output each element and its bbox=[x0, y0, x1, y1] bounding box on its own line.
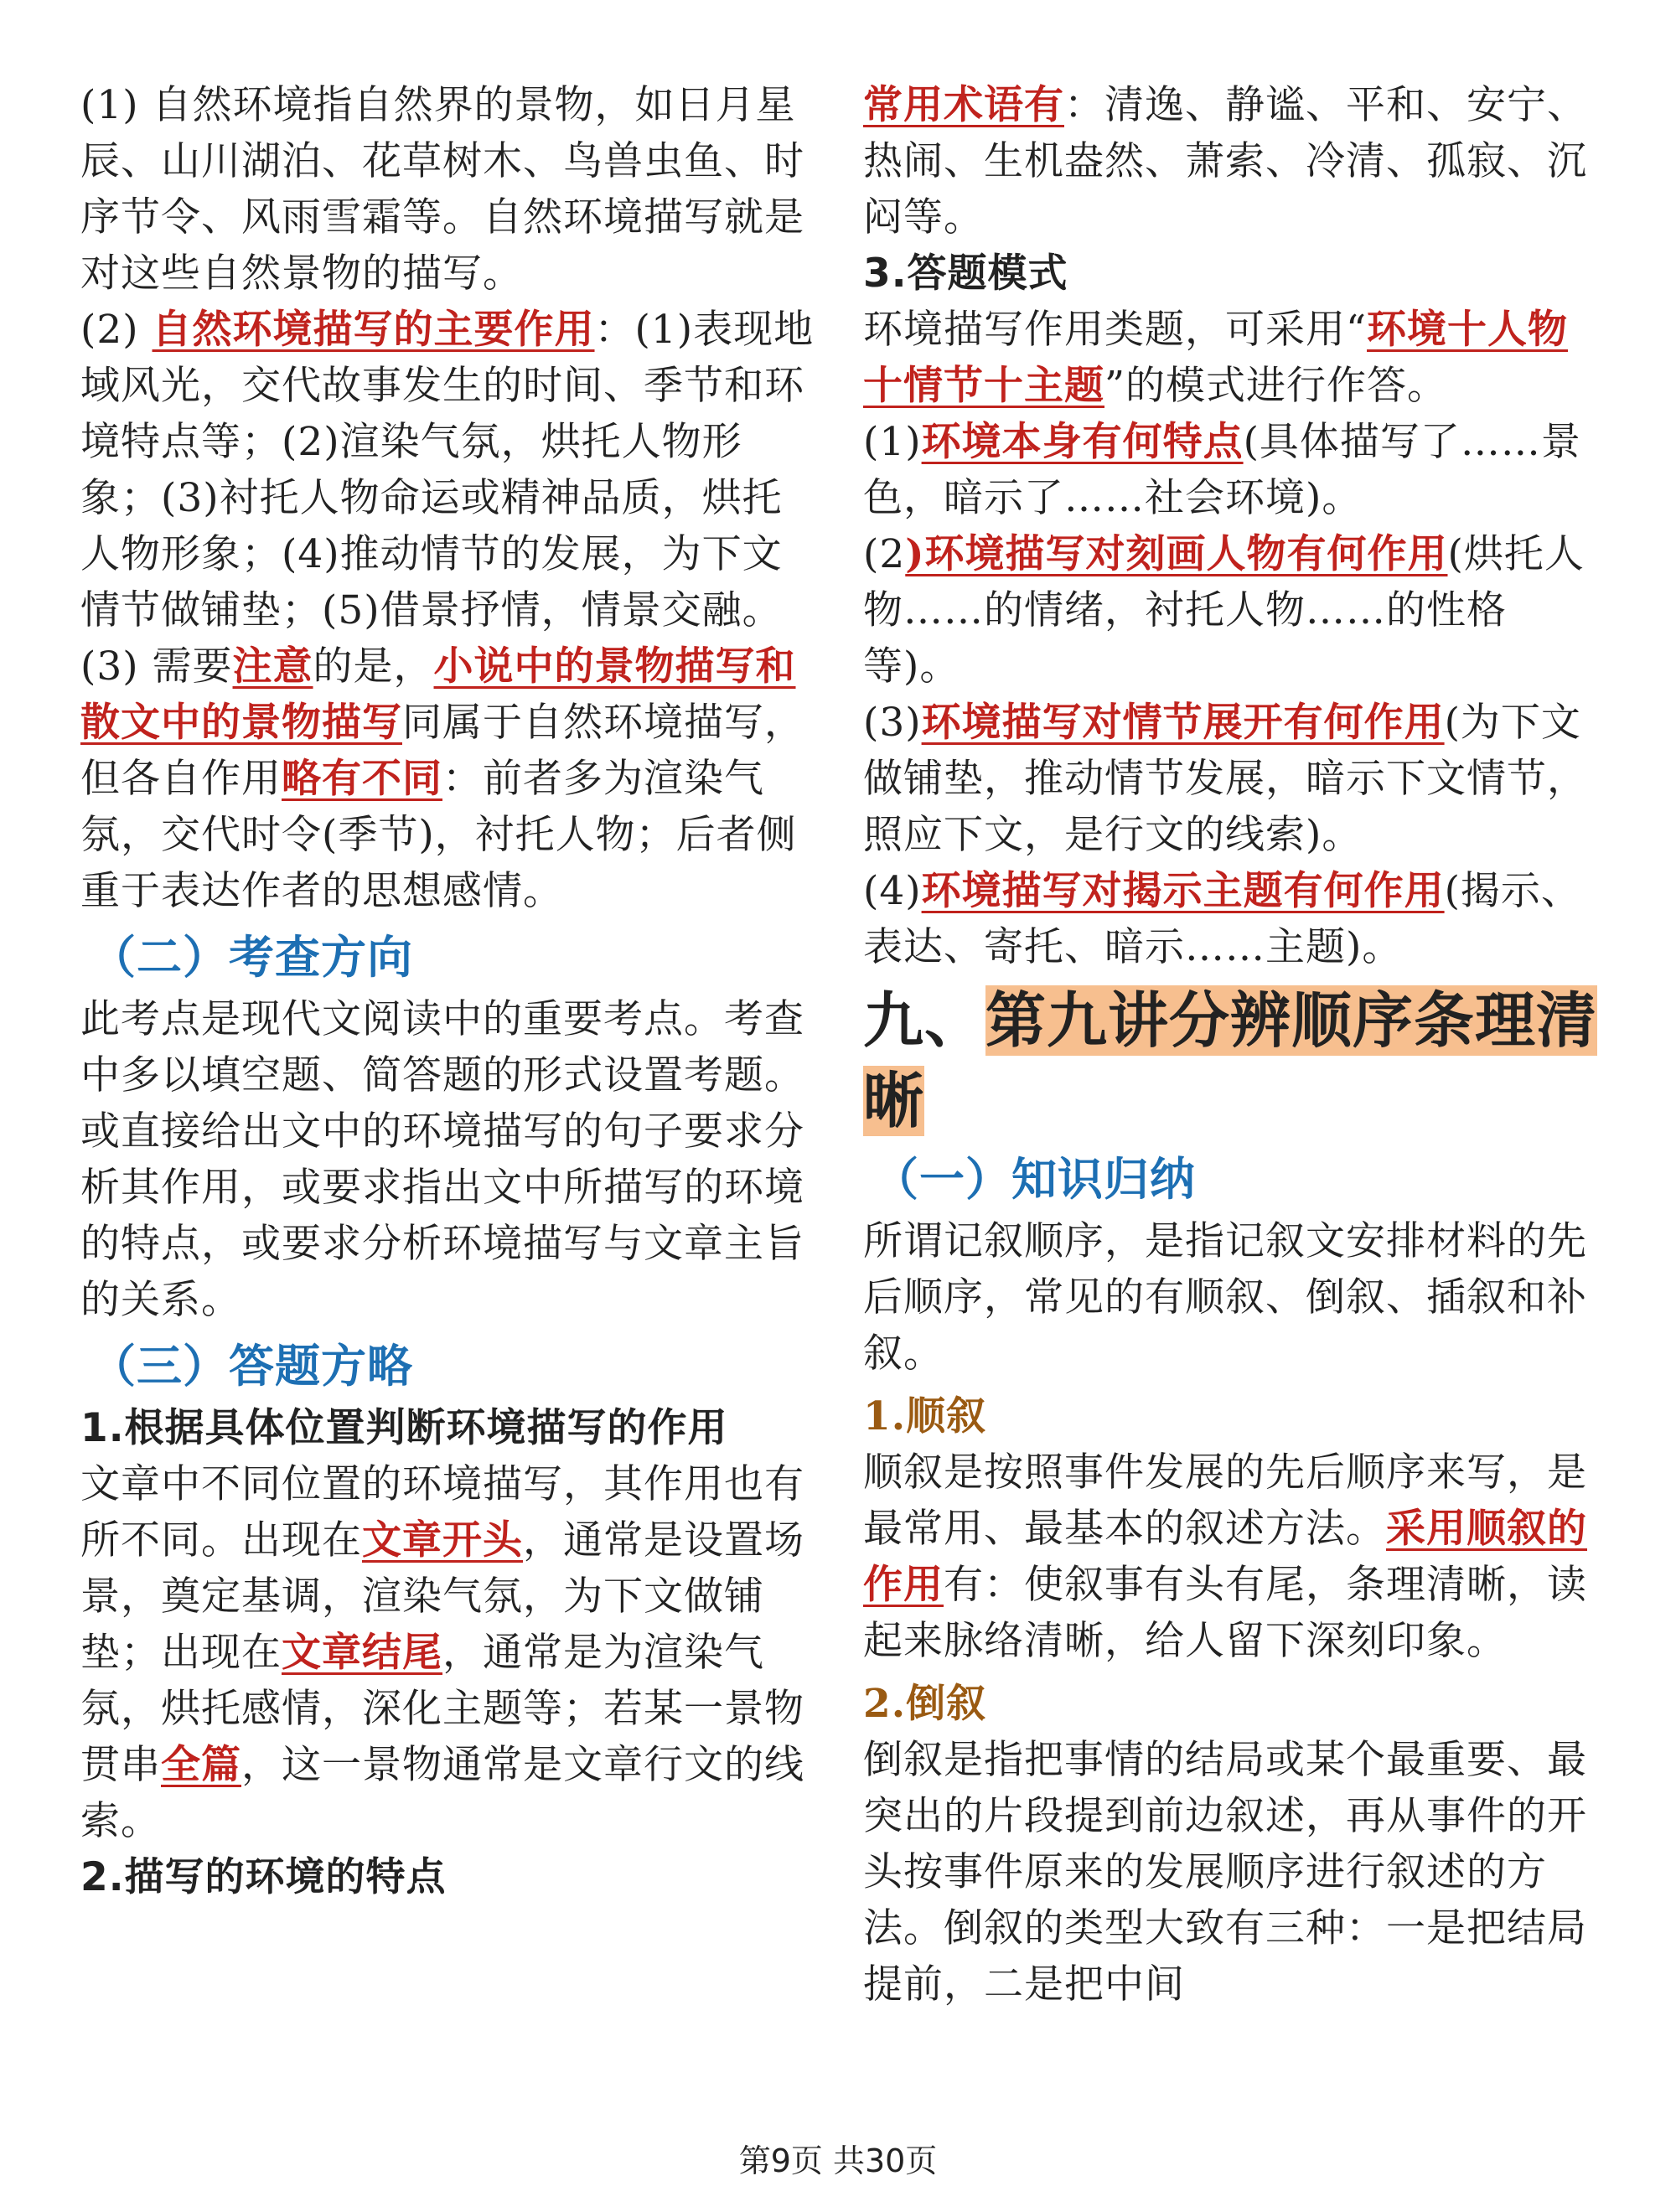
text: (2) bbox=[80, 307, 153, 353]
text: (为下文做铺垫，推动情节发展，暗示下文情节，照应下文，是行文的线索)。 bbox=[863, 700, 1587, 858]
answer-item bbox=[863, 695, 1601, 863]
paragraph-chronological bbox=[863, 1445, 1601, 1669]
text: 文章中不同位置的环境描写，其作用也有所不同。出现在 bbox=[80, 1461, 804, 1563]
chapter-title-text: 第九讲分辨顺序条理清晰 bbox=[863, 985, 1598, 1136]
answer-item bbox=[863, 414, 1601, 526]
highlight-text: 文章结尾 bbox=[282, 1630, 442, 1676]
answer-item bbox=[863, 526, 1601, 695]
paragraph-position bbox=[80, 1456, 818, 1849]
subheading: 3.答题模式 bbox=[863, 251, 1068, 297]
section-heading: （二）考查方向 bbox=[91, 931, 413, 984]
paragraph-flashback: 倒叙是指把事情的结局或某个最重要、最突出的片段提到前边叙述，再从事件的开头按事件原来的发展顺序进行叙述的方法。倒叙的类型大致有三种：一是把结局提前，二是把中间 bbox=[863, 1737, 1587, 2008]
subheading: 1.根据具体位置判断环境描写的作用 bbox=[80, 1405, 728, 1451]
text: (具体描写了……景色，暗示了……社会环境)。 bbox=[863, 419, 1581, 521]
paragraph-answer-model bbox=[863, 302, 1601, 414]
left-column bbox=[80, 77, 818, 1905]
highlight-text: 注意 bbox=[232, 643, 313, 690]
text: (揭示、表达、寄托、暗示……主题)。 bbox=[863, 868, 1581, 970]
text: 的是， bbox=[313, 643, 434, 690]
highlight-text: 自然环境描写的主要作用 bbox=[152, 307, 595, 353]
text: ，这一景物通常是文章行文的线索。 bbox=[80, 1742, 804, 1844]
subheading: 1.顺叙 bbox=[863, 1393, 987, 1439]
text: (4) bbox=[863, 868, 922, 914]
text: (1) bbox=[863, 419, 922, 465]
highlight-text: 小说中的景物描写和散文中的景物描写 bbox=[80, 643, 796, 746]
paragraph-exam-direction: 此考点是现代文阅读中的重要考点。考查中多以填空题、简答题的形式设置考题。或直接给出文中的环境描写的句子要求分析其作用，或要求指出文中所描写的环境的特点，或要求分析环境描写与文章主旨的关系。 bbox=[80, 996, 804, 1323]
text: 有：使叙事有头有尾，条理清晰，读起来脉络清晰，给人留下深刻印象。 bbox=[863, 1562, 1587, 1664]
text: (2 bbox=[863, 531, 906, 577]
section-heading: （一）知识归纳 bbox=[873, 1153, 1196, 1206]
subheading: 2.描写的环境的特点 bbox=[80, 1854, 447, 1900]
chapter-title bbox=[863, 980, 1601, 1141]
text: ：清逸、静谧、平和、安宁、热闹、生机盎然、萧索、冷清、孤寂、沉闷等。 bbox=[863, 82, 1587, 240]
subheading: 2.倒叙 bbox=[863, 1681, 987, 1727]
section-heading: （三）答题方略 bbox=[91, 1340, 413, 1393]
paragraph-terms bbox=[863, 77, 1601, 245]
text: 顺叙是按照事件发展的先后顺序来写，是最常用、最基本的叙述方法。 bbox=[863, 1450, 1587, 1552]
highlight-text: 文章开头 bbox=[362, 1517, 523, 1563]
paragraph-note bbox=[80, 638, 818, 919]
chapter-number: 九、 bbox=[863, 985, 986, 1056]
highlight-text: 环境本身有何特点 bbox=[921, 419, 1244, 465]
paragraph-narrative-order: 所谓记叙顺序，是指记叙文安排材料的先后顺序，常见的有顺叙、倒叙、插叙和补叙。 bbox=[863, 1218, 1587, 1377]
paragraph-natural-env: (1) 自然环境指自然界的景物，如日月星辰、山川湖泊、花草树木、鸟兽虫鱼、时序节令、风雨雪霜等。自然环境描写就是对这些自然景物的描写。 bbox=[80, 82, 804, 297]
highlight-text: 略有不同 bbox=[282, 756, 442, 802]
text: ，通常是为渲染气氛，烘托感情，深化主题等；若某一景物贯串 bbox=[80, 1630, 804, 1788]
highlight-text: 环境描写对情节展开有何作用 bbox=[921, 700, 1445, 746]
text: (烘托人物……的情绪，衬托人物……的性格等)。 bbox=[863, 531, 1585, 690]
highlight-text: 常用术语有 bbox=[863, 82, 1064, 128]
text: (3) 需要 bbox=[80, 643, 233, 690]
text: 环境描写作用类题，可采用“ bbox=[863, 307, 1368, 353]
highlight-text: )环境描写对刻画人物有何作用 bbox=[905, 531, 1448, 577]
text: ”的模式进行作答。 bbox=[1104, 363, 1448, 409]
highlight-text: 全篇 bbox=[161, 1742, 241, 1788]
text: ：前者多为渲染气氛，交代时令(季节)，衬托人物；后者侧重于表达作者的思想感情。 bbox=[80, 756, 797, 914]
highlight-text: 环境十人物十情节十主题 bbox=[863, 307, 1569, 409]
text: 同属于自然环境描写，但各自作用 bbox=[80, 700, 804, 802]
text: (3) bbox=[863, 700, 922, 746]
text: ：(1)表现地域风光，交代故事发生的时间、季节和环境特点等；(2)渲染气氛，烘托人物形象；(3)衬托人物命运或精神品质，烘托人物形象；(4)推动情节的发展，为下文情节做铺垫；(5)借景抒情，情景交融。 bbox=[80, 307, 815, 633]
text: ，通常是设置场景，奠定基调，渲染气氛，为下文做铺垫；出现在 bbox=[80, 1517, 804, 1676]
highlight-text: 环境描写对揭示主题有何作用 bbox=[921, 868, 1445, 914]
answer-item bbox=[863, 863, 1601, 975]
highlight-text: 采用顺叙的作用 bbox=[863, 1506, 1587, 1608]
paragraph-main-functions bbox=[80, 302, 818, 638]
right-column bbox=[863, 77, 1601, 2013]
page-number: 第9页 共30页 bbox=[738, 2142, 938, 2179]
